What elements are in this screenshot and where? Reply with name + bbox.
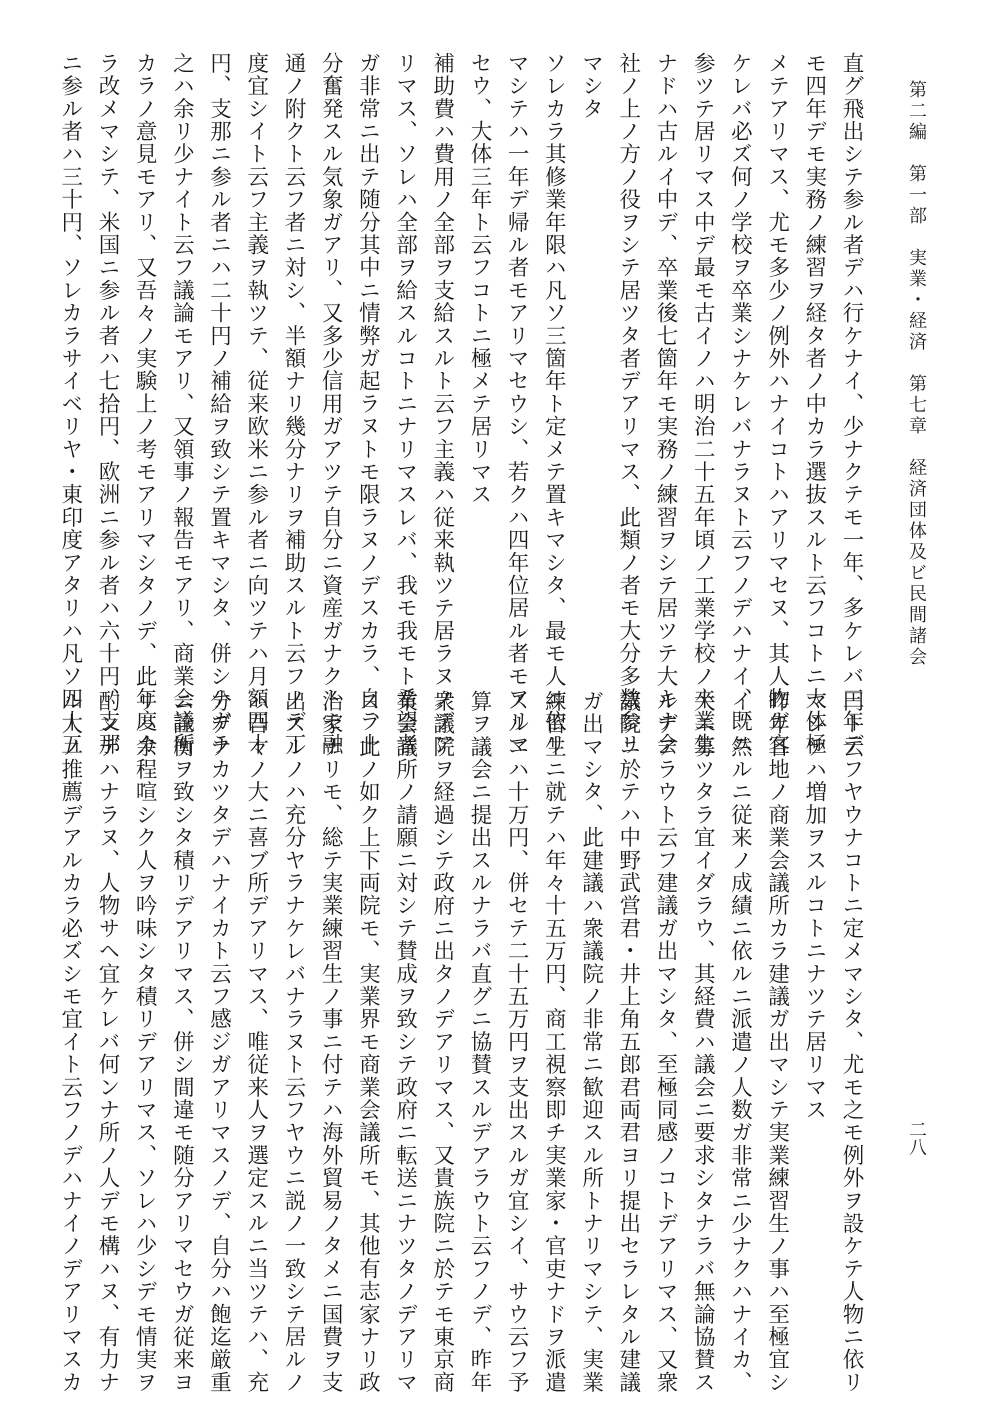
text-line: ス、此ノ如ク上下両院モ、実業界モ商業会議所モ、其他有志家ナリ政 [355,690,381,1394]
text-line: 之ハ余リ少ナイト云フ議論モアリ、又領事ノ報告モアリ、商業会議所 [169,52,195,756]
text-line: ガ非常ニ出テ随分其中ニ情弊ガ起ラヌトモ限ラヌノデスカラ、自ラ十 [355,52,381,756]
text-line: 昨年各地ノ商業会議所カラ建議ガ出マシテ実業練習生ノ事ハ至極宜シ [764,690,790,1394]
text-line: 補助費ハ費用ノ全部ヲ支給スルト云フ主義ハ従来執ツテ居ラヌノデア [429,52,455,756]
text-line: 議院ニ於テハ中野武営君・井上角五郎君両君ヨリ提出セラレタル建議 [615,690,641,1394]
text-line: カラノ意見モアリ、又吾々ノ実験上ノ考モアリマシタノデ、此年度カ [132,52,158,756]
text-line: ル人ノ推薦デアルカラ必ズシモ宜イト云フノデハナイノデアリマスカ [57,690,83,1394]
text-line: 酌ンデハナラヌ、人物サヘ宜ケレバ何ンナ所ノ人デモ構ハヌ、有力ナ [94,690,120,1394]
text-line: 参ツテ居リマス中デ最モ古イノハ明治二十五年頃ノ工業学校ノ卒業生 [690,52,716,756]
text-line: 分デナカツタデハナイカト云フ感ジガアリマスノデ、自分ハ飽迄厳重 [206,690,232,1394]
text-line: 円ト云フヤウナコトニ定メマシタ、尤モ之モ例外ヲ設ケテ人物ニ依リ [839,690,864,1394]
text-line: セウ、大体三年ト云フコトニ極メテ居リマス [466,52,492,506]
text-line: メテアリマス、尤モ多少ノ例外ハナイコトハアリマセヌ、其人物ガ宜 [764,52,790,756]
text-line: スルニハ十万円、併セテ二十五万円ヲ支出スルガ宜シイ、サウ云フ予 [504,690,530,1394]
text-line: マシタ [578,52,604,121]
text-line: ニ詮衡ヲ致シタ積リデアリマス、併シ間違モ随分アリマセウガ従来ヨ [169,690,195,1394]
running-header: 第二編 第一部 実業・経済 第七章 経済団体及ビ民間諸会 [906,80,927,668]
text-line: ニ参ル者ハ三十円、ソレカラサイベリヤ・東印度アタリハ凡ソ四十五 [57,52,83,756]
text-line: 業会議所ノ請願ニ対シテ賛成ヲ致シテ政府ニ転送ニナツタノデアリマ [392,690,418,1394]
text-line: マシテハ増加ヲスルコトニナツテ居リマス [801,690,827,1122]
text-line: マシテハ一年デ帰ル者モアリマセウシ、若クハ四年位居ル者モアリマ [504,52,530,756]
text-line: ルデアラウト云フ建議ガ出マシタ、至極同感ノコトデアリマス、又衆 [652,690,678,1394]
text-line: 度宜シイト云フ主義ヲ執ツテ、従来欧米ニ参ル者ニ向ツテハ月額四十 [243,52,269,756]
text-line: リマス、ソレハ全部ヲ給スルコトニナリマスレバ、我モ我モト希望者 [392,52,418,756]
upper-text-block [57,52,870,756]
text-line: 大ニ募ツタラ宜イダラウ、其経費ハ議会ニ要求シタナラバ無論協賛ス [690,690,716,1394]
text-line: 衆議院ヲ経過シテ政府ニ出タノデアリマス、又貴族院ニ於テモ東京商 [429,690,455,1394]
text-line: イ、然ルニ従来ノ成績ニ依ルニ派遣ノ人数ガ非常ニ少ナクハナイカ、 [727,690,753,1394]
text-line: ラ改メマシテ、米国ニ参ル者ハ七拾円、欧洲ニ参ル者ハ六十円、支那 [94,52,120,756]
text-line: 直グ飛出シテ参ル者デハ行ケナイ、少ナクテモ一年、多ケレバ三年デ [839,52,864,756]
text-line: ソレカラ其修業年限ハ凡ソ三箇年ト定メテ置キマシタ、最モ人ニ依リ [541,52,567,756]
text-line: モ四年デモ実務ノ練習ヲ経タ者ノ中カラ選抜スルト云フコトニ大体極 [801,52,827,756]
lower-text-block [57,690,870,1394]
text-line: 練習生ニ就テハ年々十五万円、商工視察即チ実業家・官吏ナドヲ派遣 [541,690,567,1394]
page-number: 二八 [906,1120,927,1156]
text-line: 治家ナリモ、総テ実業練習生ノ事ニ付テハ海外貿易ノタメニ国費ヲ支 [318,690,344,1394]
text-line: リハ余程喧シク人ヲ吟味シタ積リデアリマス、ソレハ少シデモ情実ヲ [132,690,158,1394]
text-line: 通ノ附クト云フ者ニ対シ、半額ナリ幾分ナリヲ補助スルト云フノデ丁 [280,52,306,756]
text-line: 算ヲ議会ニ提出スルナラバ直グニ協賛スルデアラウト云フノデ、昨年 [466,690,492,1394]
text-line: 社ノ上ノ方ノ役ヲシテ居ツタ者デアリマス、此類ノ者モ大分多数参リ [615,52,641,756]
text-line: 出スルノハ充分ヤラナケレバナラヌト云フヤウニ説ノ一致シテ居ルノ [280,690,306,1394]
text-line: ケレバ必ズ何ノ学校ヲ卒業シナケレバナラヌト云フノデハナイ、既ニ [727,52,753,756]
text-line: 円、支那ニ参ル者ニハ二十円ノ補給ヲ致シテ置キマシタ、併シナガラ [206,52,232,756]
text-line: 分奮発スル気象ガアリ、又多少信用ガアツテ自分ニ資産ガナクトモ融 [318,52,344,756]
text-line: ガ出マシタ、此建議ハ衆議院ノ非常ニ歓迎スル所トナリマシテ、実業 [578,690,604,1394]
text-line: ハ吾々ノ大ニ喜ブ所デアリマス、唯従来人ヲ選定スルニ当ツテハ、充 [243,690,269,1394]
text-line: ナドハ古ルイ中デ、卒業後七箇年モ実務ノ練習ヲシテ居ツテ大キナ会 [652,52,678,756]
